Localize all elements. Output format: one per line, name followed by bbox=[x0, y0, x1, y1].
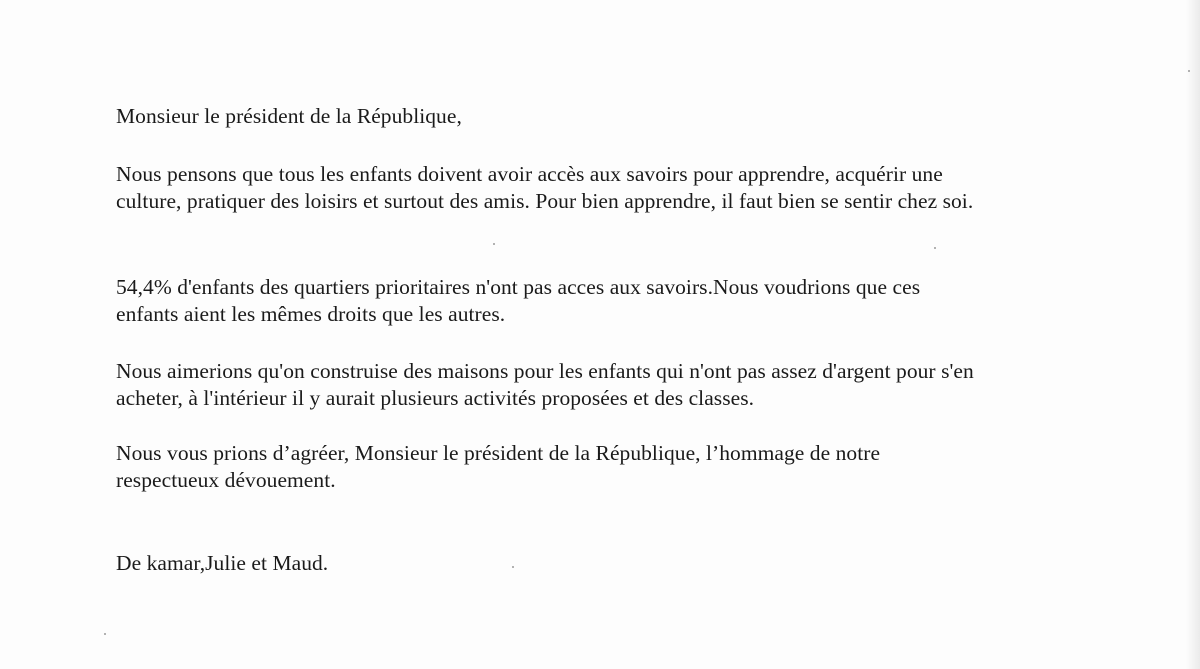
paragraph-line: 54,4% d'enfants des quartiers prioritaires n'ont pas acces aux savoirs.Nous voudrions que ces bbox=[116, 275, 921, 299]
paragraph-access-to-knowledge bbox=[116, 161, 973, 215]
paragraph-line: Nous vous prions d’agréer, Monsieur le président de la République, l’hommage de notre bbox=[116, 441, 881, 465]
scan-speck bbox=[104, 633, 106, 635]
scan-speck bbox=[512, 566, 514, 568]
scan-speck bbox=[493, 243, 495, 245]
scan-edge-shadow bbox=[1186, 0, 1200, 669]
paragraph-line: enfants aient les mêmes droits que les autres. bbox=[116, 302, 506, 326]
paragraph-line: culture, pratiquer des loisirs et surtout des amis. Pour bien apprendre, il faut bien se sentir chez soi. bbox=[116, 189, 974, 213]
salutation bbox=[116, 103, 462, 130]
paragraph-statistics bbox=[116, 274, 920, 328]
paragraph-line: acheter, à l'intérieur il y aurait plusieurs activités proposées et des classes. bbox=[116, 386, 755, 410]
paragraph-line: respectueux dévouement. bbox=[116, 468, 336, 492]
paragraph-line: Nous aimerions qu'on construise des maisons pour les enfants qui n'ont pas assez d'argent pour s'en bbox=[116, 359, 974, 383]
scan-speck bbox=[934, 247, 936, 249]
paragraph-line: Nous pensons que tous les enfants doivent avoir accès aux savoirs pour apprendre, acquérir une bbox=[116, 162, 943, 186]
scan-speck bbox=[1188, 70, 1190, 72]
signature bbox=[116, 550, 328, 577]
paragraph-proposal bbox=[116, 358, 974, 412]
signature-text: De kamar,Julie et Maud. bbox=[116, 551, 329, 575]
closing-formula bbox=[116, 440, 880, 494]
salutation-text: Monsieur le président de la République, bbox=[116, 104, 462, 128]
